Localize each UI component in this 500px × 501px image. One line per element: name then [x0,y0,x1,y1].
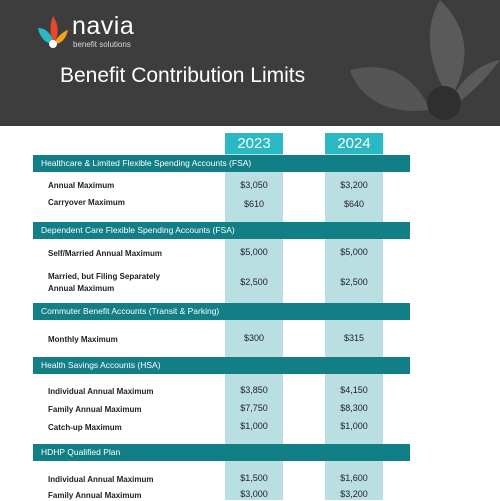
brand-tagline: benefit solutions [73,40,131,49]
year-header-2023: 2023 [225,133,283,154]
value-2023: $2,500 [240,277,268,287]
value-2024: $640 [343,199,365,209]
value-2024: $315 [343,333,365,343]
header-banner [0,0,500,126]
section-dependent-care-fsa: Dependent Care Flexible Spending Accounts (FSA) [33,222,410,239]
row-label: Family Annual Maximum [48,491,142,500]
value-2023: $3,000 [240,489,268,499]
section-hdhp-plan: HDHP Qualified Plan [33,444,410,461]
value-2023: $1,500 [240,473,268,483]
brand-name: navia [72,12,135,40]
value-2023: $7,750 [240,403,268,413]
row-label-line2: Annual Maximum [48,284,115,293]
value-2024: $1,600 [340,473,368,483]
value-2023: $300 [243,333,265,343]
value-2023: $610 [243,199,265,209]
section-hsa: Health Savings Accounts (HSA) [33,357,410,374]
value-2024: $3,200 [340,489,368,499]
value-2024: $1,000 [340,421,368,431]
value-2024: $3,200 [340,180,368,190]
row-label: Family Annual Maximum [48,405,142,414]
value-2023: $5,000 [240,247,268,257]
row-label: Monthly Maximum [48,335,118,344]
row-label: Married, but Filing Separately [48,272,161,281]
decorative-petal-icon [330,0,500,126]
section-commuter-benefits: Commuter Benefit Accounts (Transit & Parking) [33,303,410,320]
value-2024: $2,500 [340,277,368,287]
row-label: Individual Annual Maximum [48,387,154,396]
row-label: Carryover Maximum [48,198,125,207]
value-2023: $3,850 [240,385,268,395]
row-label: Annual Maximum [48,181,115,190]
row-label: Individual Annual Maximum [48,475,154,484]
section-healthcare-fsa: Healthcare & Limited Flexible Spending Accounts (FSA) [33,155,410,172]
navia-logo-icon [36,14,70,50]
value-2023: $3,050 [240,180,268,190]
value-2024: $4,150 [340,385,368,395]
year-header-2024: 2024 [325,133,383,154]
row-label: Self/Married Annual Maximum [48,249,162,258]
value-2023: $1,000 [240,421,268,431]
value-2024: $5,000 [340,247,368,257]
value-2024: $8,300 [340,403,368,413]
row-label: Catch-up Maximum [48,423,122,432]
page-title: Benefit Contribution Limits [60,64,306,87]
